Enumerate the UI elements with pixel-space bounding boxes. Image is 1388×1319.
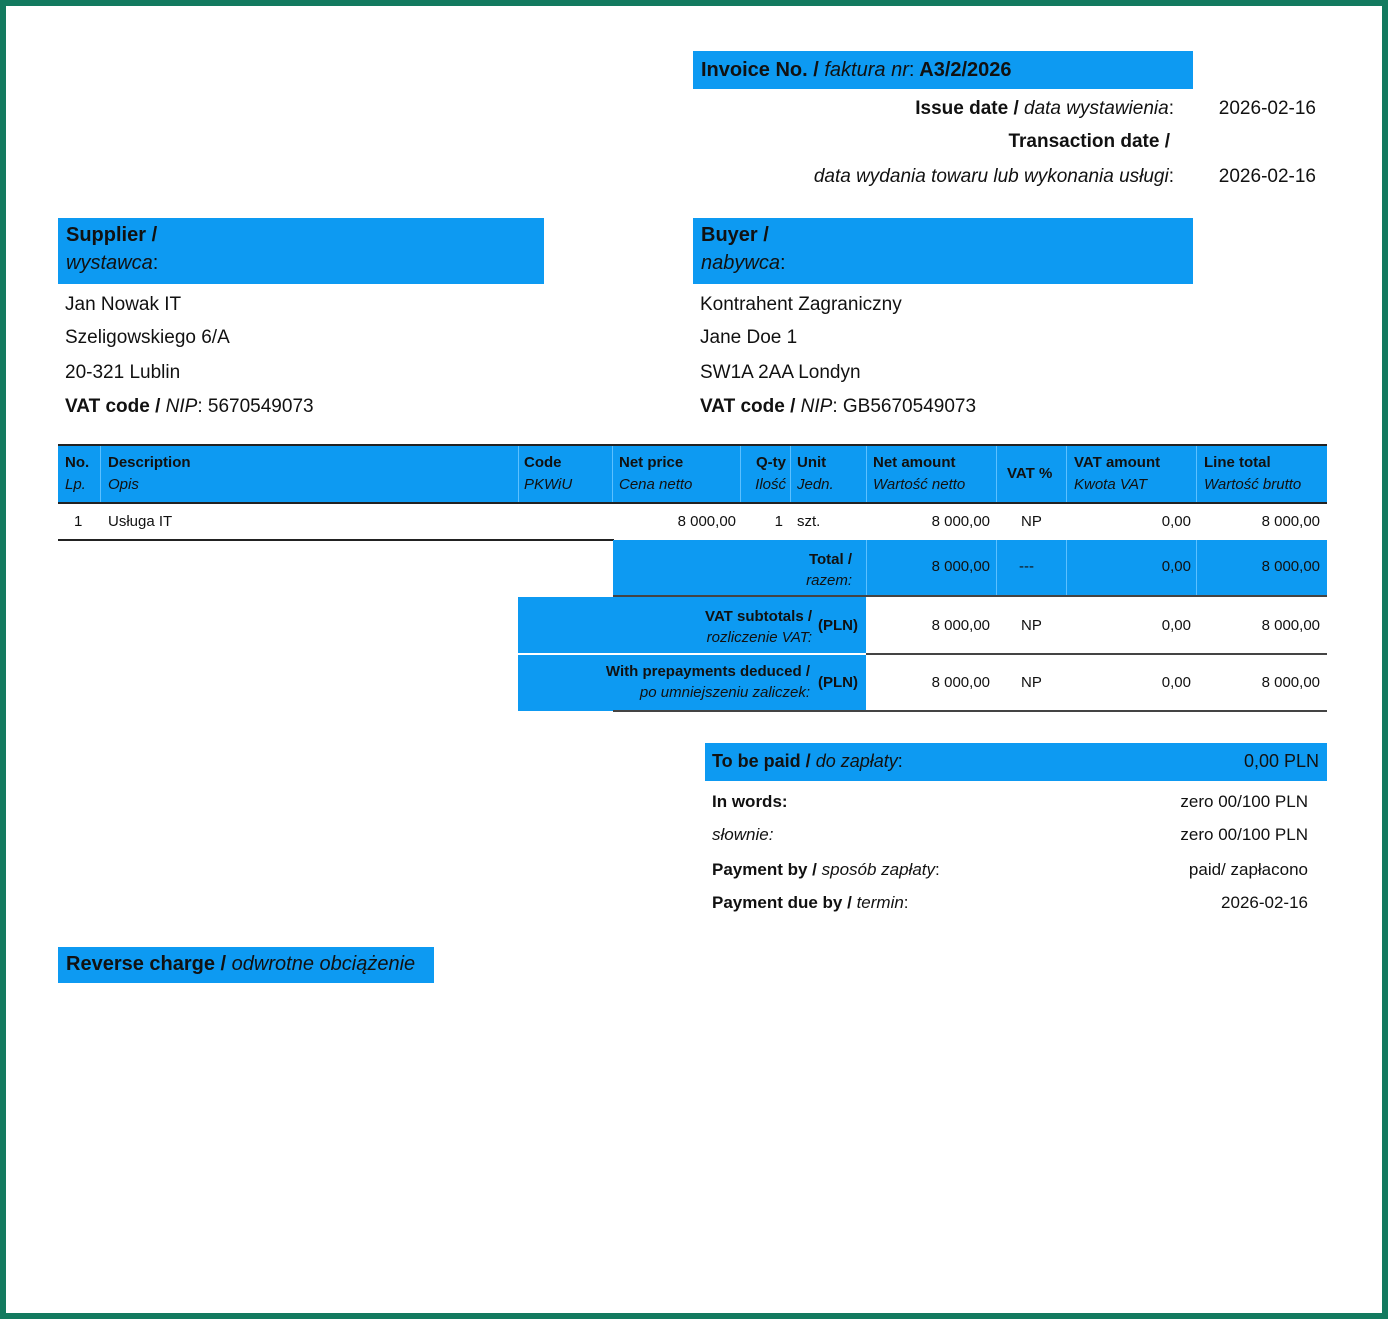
col-unit-pl: Jedn. xyxy=(797,476,834,493)
buyer-header xyxy=(693,218,1193,284)
buyer-vat-label-en: VAT code / xyxy=(700,396,796,417)
supplier-street: Szeligowskiego 6/A xyxy=(65,327,230,348)
buyer-city: SW1A 2AA Londyn xyxy=(700,362,861,383)
col-no-en: No. xyxy=(65,454,90,471)
buyer-street: Jane Doe 1 xyxy=(700,327,798,348)
vat-subtotals-vat-amount: 0,00 xyxy=(1161,617,1191,634)
in-words-pl: zero 00/100 PLN xyxy=(1180,825,1308,844)
col-header-line-total xyxy=(1204,452,1301,496)
supplier-vat-line: VAT code / NIP: 5670549073 xyxy=(65,396,314,417)
vat-subtotals-label-pl: rozliczenie VAT: xyxy=(706,629,812,646)
payment-due-label-pl: termin xyxy=(856,893,904,912)
prepayments-label-pl: po umniejszeniu zaliczek: xyxy=(639,684,810,701)
invoice-number-label-pl: faktura nr xyxy=(824,59,909,81)
buyer-name: Kontrahent Zagraniczny xyxy=(700,294,902,315)
col-qty-en: Q-ty xyxy=(756,454,786,471)
supplier-city: 20-321 Lublin xyxy=(65,362,181,383)
col-net-amount-pl: Wartość netto xyxy=(873,476,966,493)
vat-subtotals-net: 8 000,00 xyxy=(931,617,990,634)
row-net-amount: 8 000,00 xyxy=(931,513,990,530)
col-header-no xyxy=(65,452,89,496)
col-header-description xyxy=(108,452,191,496)
in-words-label-pl: słownie: xyxy=(712,825,774,844)
reverse-charge-line xyxy=(66,953,415,976)
invoice-number-line: Invoice No. / faktura nr: A3/2/2026 xyxy=(701,59,1012,81)
in-words-en: zero 00/100 PLN xyxy=(1180,792,1308,811)
col-vat-amount-en: VAT amount xyxy=(1074,454,1161,471)
col-vat-rate-en: VAT % xyxy=(1007,465,1053,482)
total-label xyxy=(614,549,852,591)
row-no: 1 xyxy=(74,513,83,530)
invoice-number-bar xyxy=(693,51,1193,89)
col-code-pl: PKWiU xyxy=(524,476,573,493)
col-qty-pl: Ilość xyxy=(755,476,786,493)
vat-subtotals-label-en: VAT subtotals / xyxy=(705,608,812,625)
row-net-price: 8 000,00 xyxy=(677,513,736,530)
supplier-vat-label-pl: NIP xyxy=(165,396,198,417)
prepayments-label xyxy=(518,661,810,703)
col-header-vat-amount xyxy=(1074,452,1160,496)
to-be-paid-amount: 0,00 PLN xyxy=(1243,751,1319,771)
supplier-header xyxy=(58,218,544,284)
payment-method: paid/ zapłacono xyxy=(1188,860,1308,879)
row-unit: szt. xyxy=(797,513,821,530)
buyer-vat: GB5670549073 xyxy=(842,396,977,417)
col-header-code xyxy=(524,452,572,496)
to-be-paid-label-pl: do zapłaty xyxy=(815,751,898,771)
col-net-price-pl: Cena netto xyxy=(619,476,693,493)
reverse-charge-en: Reverse charge / xyxy=(66,953,227,975)
col-line-total-pl: Wartość brutto xyxy=(1204,476,1302,493)
col-description-pl: Opis xyxy=(108,476,139,493)
row-vat-amount: 0,00 xyxy=(1161,513,1191,530)
total-label-pl: razem: xyxy=(806,572,852,589)
to-be-paid-label-en: To be paid / xyxy=(712,751,811,771)
col-unit-en: Unit xyxy=(797,454,827,471)
row-description: Usługa IT xyxy=(108,513,173,530)
col-no-pl: Lp. xyxy=(65,476,86,493)
row-gross: 8 000,00 xyxy=(1261,513,1320,530)
reverse-charge-note xyxy=(58,947,434,983)
payment-method-label-en: Payment by / xyxy=(712,860,817,879)
col-header-qty xyxy=(742,452,786,496)
col-header-unit xyxy=(797,452,834,496)
supplier-label-pl: wystawca xyxy=(66,252,153,274)
total-label-en: Total / xyxy=(808,551,852,568)
transaction-date-value: 2026-02-16 xyxy=(1218,166,1316,187)
prepayments-label-en: With prepayments deduced / xyxy=(605,663,810,680)
row-qty: 1 xyxy=(774,513,783,530)
invoice-number-label-en: Invoice No. / xyxy=(701,59,819,81)
reverse-charge-pl: odwrotne obciążenie xyxy=(231,953,416,975)
row-divider xyxy=(58,539,614,541)
transaction-date-label-pl-line: data wydania towaru lub wykonania usługi: xyxy=(813,166,1174,187)
col-header-net-price xyxy=(619,452,692,496)
col-header-net-amount xyxy=(873,452,965,496)
prepayments-currency: (PLN) xyxy=(818,674,858,691)
col-vat-amount-pl: Kwota VAT xyxy=(1074,476,1148,493)
prepayments-net: 8 000,00 xyxy=(931,674,990,691)
issue-date-label: Issue date / data wystawienia: xyxy=(915,98,1174,119)
supplier-label-en: Supplier / xyxy=(66,224,158,246)
buyer-vat-line: VAT code / NIP: GB5670549073 xyxy=(700,396,977,417)
transaction-date-label-en: Transaction date / xyxy=(1008,131,1170,152)
supplier-vat: 5670549073 xyxy=(207,396,314,417)
issue-date-value: 2026-02-16 xyxy=(1218,98,1316,119)
payment-method-label-pl: sposób zapłaty xyxy=(821,860,936,879)
supplier-name: Jan Nowak IT xyxy=(65,294,182,315)
col-description-en: Description xyxy=(108,454,191,471)
col-code-en: Code xyxy=(524,454,562,471)
col-net-price-en: Net price xyxy=(619,454,684,471)
prepayments-vat-amount: 0,00 xyxy=(1161,674,1191,691)
invoice-number: A3/2/2026 xyxy=(919,59,1012,81)
to-be-paid-label: To be paid / do zapłaty: xyxy=(712,751,903,771)
issue-date-label-pl: data wystawienia xyxy=(1024,98,1169,119)
total-net: 8 000,00 xyxy=(931,558,990,575)
issue-date-label-en: Issue date / xyxy=(915,98,1019,119)
buyer-label-pl-line: nabywca: xyxy=(701,252,786,274)
buyer-label-pl: nabywca xyxy=(701,252,780,274)
prepayments-rate: NP xyxy=(1021,674,1042,691)
col-header-vat-rate xyxy=(1007,463,1052,485)
total-gross: 8 000,00 xyxy=(1261,558,1320,575)
vat-subtotals-rate: NP xyxy=(1021,617,1042,634)
supplier-label-pl-line: wystawca: xyxy=(66,252,159,274)
payment-due: 2026-02-16 xyxy=(1221,893,1308,912)
payment-due-label-en: Payment due by / xyxy=(712,893,852,912)
payment-due-label: Payment due by / termin: xyxy=(712,893,909,912)
col-net-amount-en: Net amount xyxy=(873,454,956,471)
total-vat-rate: --- xyxy=(1019,558,1034,575)
total-vat-amount: 0,00 xyxy=(1161,558,1191,575)
supplier-vat-label-en: VAT code / xyxy=(65,396,161,417)
transaction-date-label-pl: data wydania towaru lub wykonania usługi xyxy=(813,166,1169,187)
items-table-header xyxy=(58,444,1327,504)
buyer-vat-label-pl: NIP xyxy=(800,396,833,417)
col-line-total-en: Line total xyxy=(1204,454,1271,471)
in-words-label-en: In words: xyxy=(712,792,788,811)
vat-subtotals-currency: (PLN) xyxy=(818,617,858,634)
buyer-label-en: Buyer / xyxy=(701,224,769,246)
payment-method-label: Payment by / sposób zapłaty: xyxy=(712,860,940,879)
vat-subtotals-label xyxy=(518,606,812,648)
row-vat-rate: NP xyxy=(1021,513,1042,530)
to-be-paid-bar xyxy=(705,743,1327,781)
vat-subtotals-gross: 8 000,00 xyxy=(1261,617,1320,634)
prepayments-gross: 8 000,00 xyxy=(1261,674,1320,691)
